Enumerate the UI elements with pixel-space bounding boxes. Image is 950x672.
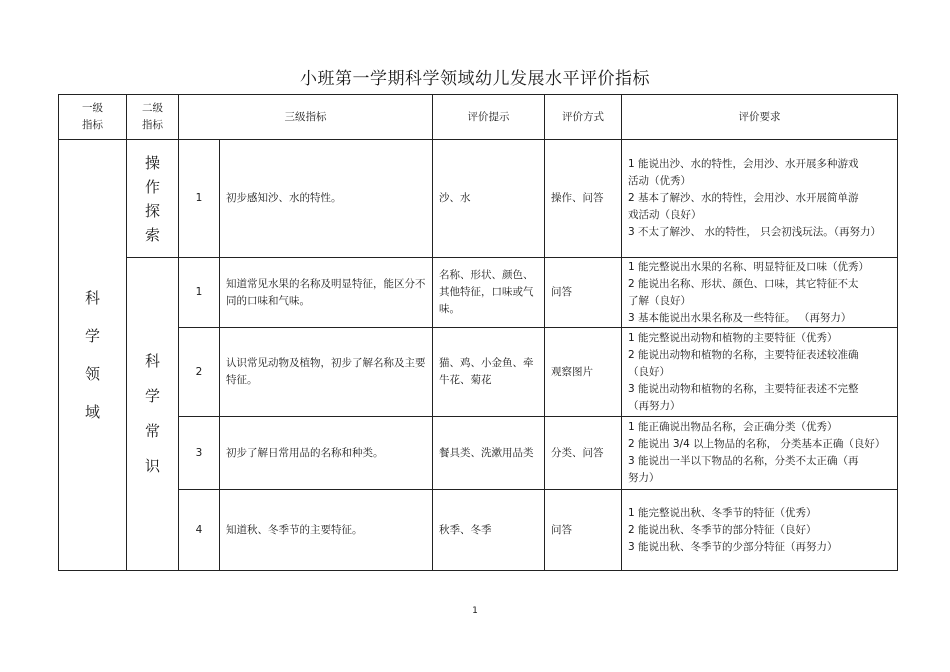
level2-char: 操 (144, 153, 160, 172)
hint-text: 秋季、冬季 (433, 490, 545, 571)
requirement-line: （良好） (628, 365, 670, 378)
method-text: 分类、问答 (545, 417, 622, 490)
requirement-line: 戏活动（良好） (628, 209, 702, 221)
requirement-line: 2 能说出动物和植物的名称，主要特征表述较准确 (628, 348, 859, 361)
requirement-line: 2 能说出秋、冬季节的部分特征（良好） (628, 523, 817, 536)
requirement-line: 努力） (628, 472, 660, 484)
level1-category (59, 279, 126, 431)
level2-char: 常 (144, 422, 160, 440)
level2-category-cell (127, 140, 179, 258)
level2-char: 学 (144, 387, 160, 405)
header-hint: 评价提示 (433, 95, 545, 140)
requirement-line: 3 能说出动物和植物的名称，主要特征表述不完整 (628, 382, 859, 395)
requirement-line: 3 不太了解沙、 水的特性， 只会初浅玩法。（再努力） (628, 226, 881, 238)
level1-char: 学 (84, 327, 100, 345)
requirement-cell (622, 328, 898, 417)
requirement-line: 1 能完整说出水果的名称、明显特征及口味（优秀） (628, 260, 870, 273)
row-number: 1 (179, 140, 220, 258)
method-text: 问答 (545, 490, 622, 571)
hint-text: 猫、鸡、小金鱼、牵牛花、菊花 (433, 328, 545, 417)
requirement-line: 1 能说出沙、水的特性，会用沙、水开展多种游戏 (628, 158, 859, 170)
header-requirement: 评价要求 (622, 95, 898, 140)
requirement-line: 1 能完整说出秋、冬季节的特征（优秀） (628, 506, 817, 519)
table-row (59, 417, 898, 490)
level1-char: 域 (84, 403, 100, 421)
requirement-line: 活动（优秀） (628, 175, 691, 187)
table-row (59, 328, 898, 417)
requirement-line: 1 能正确说出物品名称，会正确分类（优秀） (628, 421, 838, 433)
requirement-cell (622, 490, 898, 571)
header-level3: 三级指标 (179, 95, 433, 140)
table-row (59, 490, 898, 571)
method-text: 观察图片 (545, 328, 622, 417)
page-number: 1 (472, 606, 478, 616)
requirement-cell (622, 417, 898, 490)
indicator-text: 初步了解日常用品的名称和种类。 (220, 417, 433, 490)
requirement-line: 3 能说出秋、冬季节的少部分特征（再努力） (628, 540, 838, 553)
hint-text: 餐具类、洗漱用品类 (433, 417, 545, 490)
level2-category-cell (127, 258, 179, 571)
level1-category-cell (59, 140, 127, 571)
header-level2-line1: 二级 (142, 102, 163, 114)
level2-category (127, 151, 178, 247)
level2-char: 索 (144, 225, 160, 244)
row-number: 3 (179, 417, 220, 490)
row-number: 4 (179, 490, 220, 571)
header-row (59, 95, 898, 140)
method-text: 操作、问答 (545, 140, 622, 258)
row-number: 2 (179, 328, 220, 417)
evaluation-table (58, 94, 898, 571)
requirement-line: 1 能完整说出动物和植物的主要特征（优秀） (628, 331, 838, 344)
hint-text: 名称、形状、颜色、其他特征，口味或气味。 (433, 258, 545, 328)
table-row (59, 140, 898, 258)
requirement-line: 3 能说出一半以下物品的名称，分类不太正确（再 (628, 455, 859, 467)
level2-char: 识 (144, 457, 160, 475)
indicator-text: 知道常见水果的名称及明显特征，能区分不同的口味和气味。 (220, 258, 433, 328)
requirement-line: 2 能说出 3/4 以上物品的名称， 分类基本正确（良好） (628, 438, 886, 450)
header-level1-line1: 一级 (82, 102, 103, 114)
header-method: 评价方式 (545, 95, 622, 140)
level2-char: 探 (144, 201, 160, 220)
requirement-line: 了解（良好） (628, 294, 691, 307)
requirement-line: （再努力） (628, 399, 681, 412)
level2-category (127, 344, 178, 484)
requirement-cell (622, 258, 898, 328)
requirement-line: 2 基本了解沙、水的特性，会用沙、水开展简单游 (628, 192, 859, 204)
level1-char: 领 (84, 365, 100, 383)
level1-char: 科 (84, 289, 100, 307)
header-level2-line2: 指标 (142, 119, 163, 131)
hint-text: 沙、水 (433, 140, 545, 258)
requirement-cell (622, 140, 898, 258)
header-level1-line2: 指标 (82, 119, 103, 131)
method-text: 问答 (545, 258, 622, 328)
level2-char: 科 (144, 352, 160, 370)
header-level2 (127, 95, 179, 140)
header-level1 (59, 95, 127, 140)
indicator-text: 初步感知沙、水的特性。 (220, 140, 433, 258)
requirement-line: 3 基本能说出水果名称及一些特征。 （再努力） (628, 311, 852, 324)
table-row (59, 258, 898, 328)
requirement-line: 2 能说出名称、形状、颜色、口味，其它特征不太 (628, 277, 859, 290)
indicator-text: 认识常见动物及植物，初步了解名称及主要特征。 (220, 328, 433, 417)
document-title: 小班第一学期科学领域幼儿发展水平评价指标 (300, 69, 650, 89)
level2-char: 作 (144, 177, 160, 196)
indicator-text: 知道秋、冬季节的主要特征。 (220, 490, 433, 571)
row-number: 1 (179, 258, 220, 328)
